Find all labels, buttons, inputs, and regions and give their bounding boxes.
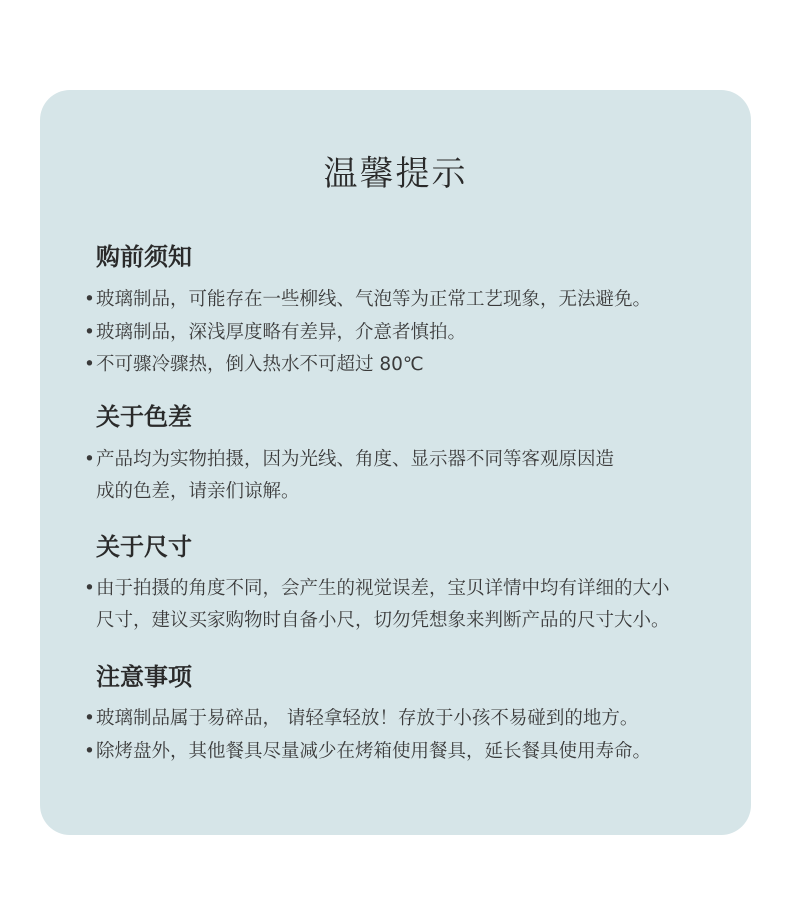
list-item-text-cont: 成的色差，请亲们谅解。 xyxy=(96,481,300,502)
list-item-text-cont: 尺寸，建议买家购物时自备小尺，切勿凭想象来判断产品的尺寸大小。 xyxy=(96,610,670,631)
section-heading-color: 关于色差 xyxy=(96,403,192,431)
list-item-text: 玻璃制品，可能存在一些柳线、气泡等为正常工艺现象，无法避免。 xyxy=(96,289,652,310)
list-item-text: 玻璃制品属于易碎品， 请轻拿轻放！存放于小孩不易碰到的地方。 xyxy=(96,708,639,729)
bullet-icon: • xyxy=(84,289,95,310)
list-item xyxy=(84,349,724,381)
list-item xyxy=(84,573,724,637)
list-item-text: 不可骤冷骤热，倒入热水不可超过 80℃ xyxy=(96,354,424,375)
page-title: 温馨提示 xyxy=(323,154,468,194)
list-item xyxy=(84,703,724,735)
list-item-text: 产品均为实物拍摄，因为光线、角度、显示器不同等客观原因造 xyxy=(96,449,615,470)
list-item xyxy=(84,444,724,508)
section-heading-purchase: 购前须知 xyxy=(96,243,192,271)
tips-card xyxy=(40,90,751,835)
bullet-icon: • xyxy=(84,449,95,470)
list-item-text: 玻璃制品，深浅厚度略有差异，介意者慎拍。 xyxy=(96,322,467,343)
list-item-text: 除烤盘外，其他餐具尽量减少在烤箱使用餐具，延长餐具使用寿命。 xyxy=(96,741,652,762)
bullet-icon: • xyxy=(84,354,95,375)
list-item-text: 由于拍摄的角度不同，会产生的视觉误差，宝贝详情中均有详细的大小 xyxy=(96,578,670,599)
bullet-icon: • xyxy=(84,708,95,729)
list-item xyxy=(84,284,724,316)
section-heading-size: 关于尺寸 xyxy=(96,533,192,561)
bullet-icon: • xyxy=(84,741,95,762)
bullet-icon: • xyxy=(84,578,95,599)
list-item xyxy=(84,317,724,349)
section-heading-notes: 注意事项 xyxy=(96,663,192,691)
list-item xyxy=(84,736,724,768)
bullet-icon: • xyxy=(84,322,95,343)
